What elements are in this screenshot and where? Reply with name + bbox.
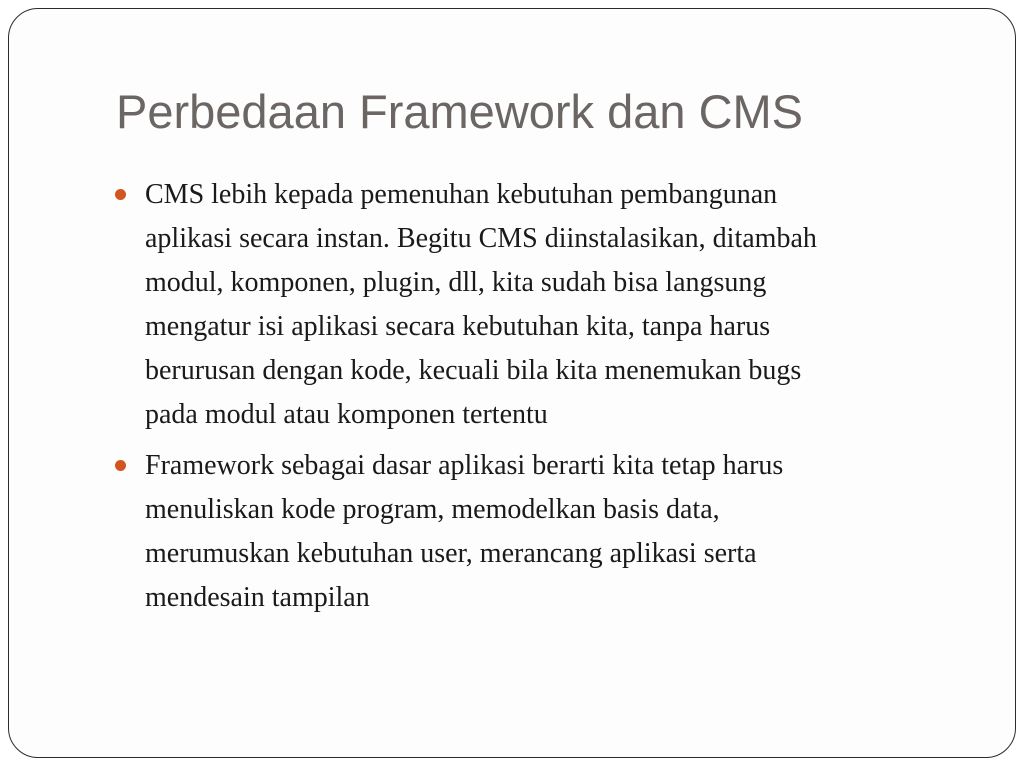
bullet-dot-icon <box>115 460 126 471</box>
bullet-line: pada modul atau komponen tertentu <box>145 399 548 430</box>
bullet-line: Framework sebagai dasar aplikasi berarti kita tetap harus <box>145 450 784 481</box>
bullet-line: aplikasi secara instan. Begitu CMS diinstalasikan, ditambah <box>145 223 817 254</box>
slide-title: Perbedaan Framework dan CMS <box>116 85 804 138</box>
bullet-item-cms <box>114 173 914 437</box>
bullet-line: menuliskan kode program, memodelkan basis data, <box>145 494 720 525</box>
bullet-text <box>145 444 914 620</box>
bullet-text <box>145 173 914 437</box>
bullet-line: CMS lebih kepada pemenuhan kebutuhan pembangunan <box>145 179 778 210</box>
bullet-item-framework <box>114 444 914 620</box>
bullet-line: mendesain tampilan <box>145 582 370 613</box>
bullet-line: modul, komponen, plugin, dll, kita sudah bisa langsung <box>145 267 767 298</box>
bullet-line: mengatur isi aplikasi secara kebutuhan kita, tanpa harus <box>145 311 771 342</box>
slide <box>8 8 1016 758</box>
bullet-dot-icon <box>115 189 126 200</box>
bullet-list <box>114 173 914 627</box>
bullet-line: merumuskan kebutuhan user, merancang aplikasi serta <box>145 538 757 569</box>
bullet-line: berurusan dengan kode, kecuali bila kita menemukan bugs <box>145 355 802 386</box>
